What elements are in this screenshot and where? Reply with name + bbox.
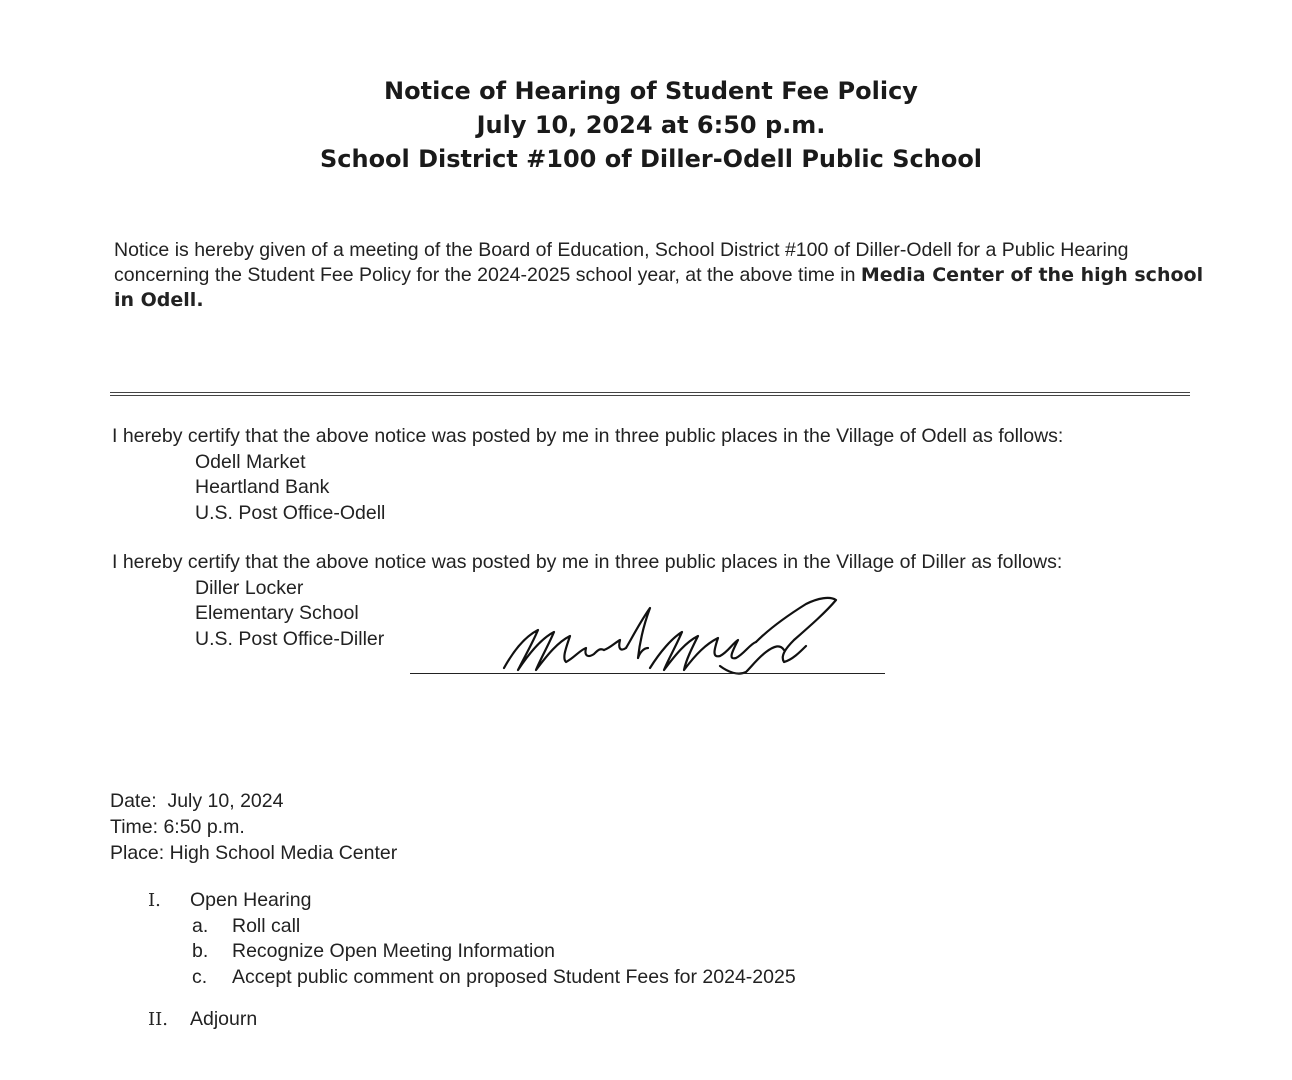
- notice-paragraph: [114, 238, 1204, 313]
- agenda-text: Adjourn: [190, 1008, 258, 1030]
- place-label: Place:: [110, 842, 165, 864]
- handwritten-signature: [500, 592, 850, 678]
- date-label: Date:: [110, 790, 157, 812]
- subitem-text: Accept public comment on proposed Student Fees for 2024-2025: [232, 965, 796, 988]
- agenda-number: I.: [148, 890, 161, 911]
- posting-place: U.S. Post Office-Diller: [195, 627, 385, 650]
- posting-place: Diller Locker: [195, 576, 304, 599]
- subitem-text: Roll call: [232, 914, 301, 937]
- time-label: Time:: [110, 816, 159, 838]
- notice-location: Media Center of the high school in Odell.: [114, 264, 1204, 311]
- place-value: High School Media Center: [169, 842, 398, 864]
- certification-odell: [112, 424, 1063, 526]
- time-value: 6:50 p.m.: [163, 816, 245, 838]
- subitem-letter: c.: [192, 965, 208, 988]
- title-line-3: School District #100 of Diller-Odell Public School: [319, 145, 983, 173]
- meeting-time: [110, 814, 397, 840]
- posting-place: Heartland Bank: [195, 476, 330, 498]
- divider-rule: [110, 392, 1190, 396]
- title-line-2: July 10, 2024 at 6:50 p.m.: [476, 111, 826, 139]
- posting-place: U.S. Post Office-Odell: [195, 501, 386, 524]
- meeting-date: [110, 788, 397, 814]
- subitem-letter: a.: [192, 914, 209, 937]
- posting-place: Elementary School: [195, 602, 359, 624]
- posting-place: Odell Market: [195, 450, 306, 473]
- notice-text: Notice is hereby given of a meeting of the Board of Education, School District #100 of Diller-Odell for a Public Hearing concerning the Student Fee Policy for the 2024-2025 school year, at the above time in: [114, 239, 1129, 286]
- certification-statement: I hereby certify that the above notice was posted by me in three public places in the Village of Diller as follows:: [112, 551, 1063, 573]
- subitem-text: Recognize Open Meeting Information: [232, 940, 556, 962]
- agenda-number: II.: [148, 1009, 168, 1030]
- subitem-letter: b.: [192, 940, 209, 962]
- meeting-details: [110, 788, 397, 866]
- agenda-text: Open Hearing: [190, 889, 312, 911]
- certification-statement: I hereby certify that the above notice was posted by me in three public places in the Village of Odell as follows:: [112, 425, 1064, 447]
- meeting-place: [110, 840, 397, 866]
- notice-title: [0, 74, 1292, 176]
- signature-line: [410, 673, 885, 674]
- title-line-1: Notice of Hearing of Student Fee Policy: [384, 77, 918, 105]
- date-value: July 10, 2024: [167, 790, 284, 812]
